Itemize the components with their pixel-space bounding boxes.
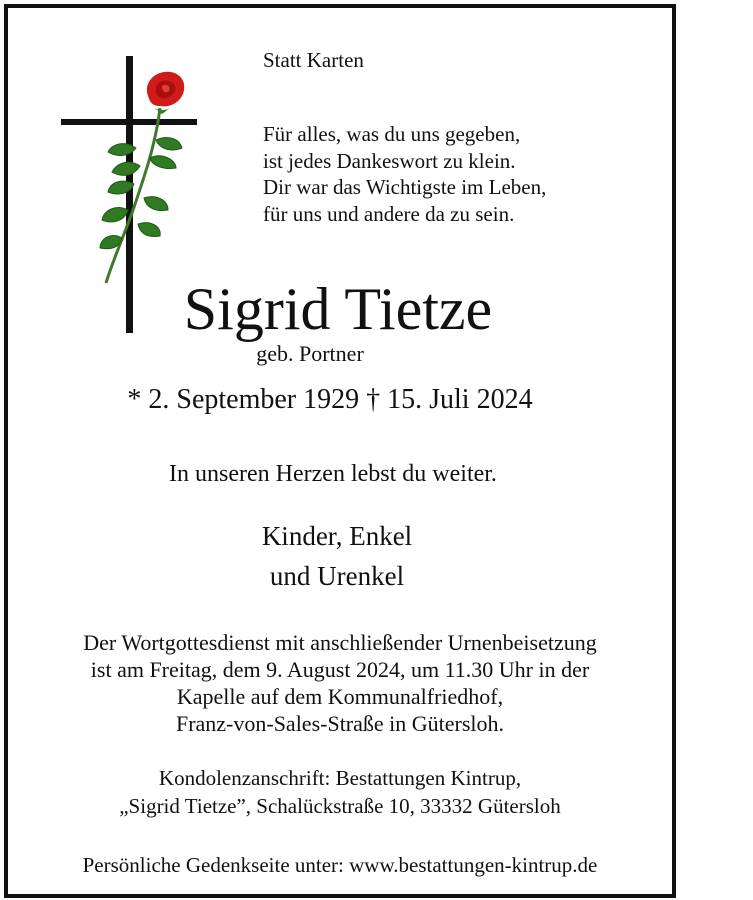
memorial-page-link: Persönliche Gedenkseite unter: www.bestattungen-kintrup.de: [82, 853, 598, 877]
poem-line: Für alles, was du uns gegeben,: [263, 122, 521, 146]
service-line: Kapelle auf dem Kommunalfriedhof,: [176, 684, 504, 709]
motto: In unseren Herzen lebst du weiter.: [169, 461, 497, 487]
mourners-line: und Urenkel: [269, 561, 405, 591]
deceased-name: Sigrid Tietze: [183, 276, 493, 342]
service-line: Franz-von-Sales-Straße in Gütersloh.: [175, 711, 505, 736]
condolence-line: „Sigrid Tietze”, Schalückstraße 10, 33332 Gütersloh: [119, 794, 561, 818]
service-line: Der Wortgottesdienst mit anschließender Urnenbeisetzung: [83, 630, 597, 655]
poem-line: Dir war das Wichtigste im Leben,: [263, 175, 547, 199]
obituary-frame: [4, 4, 676, 898]
condolence-address: [8, 764, 672, 820]
poem-line: für uns und andere da zu sein.: [263, 201, 515, 226]
service-line: ist am Freitag, dem 9. August 2024, um 11.30 Uhr in der: [90, 657, 590, 682]
birth-name: geb. Portner: [256, 341, 364, 366]
poem-line: ist jedes Dankeswort zu klein.: [263, 148, 516, 173]
mourners: [5, 516, 669, 596]
statt-karten-label: Statt Karten: [263, 48, 364, 72]
life-dates: * 2. September 1929 † 15. Juli 2024: [127, 384, 533, 415]
service-info: [8, 629, 672, 737]
condolence-line: Kondolenzanschrift: Bestattungen Kintrup,: [158, 766, 522, 790]
poem: [263, 121, 546, 227]
mourners-line: Kinder, Enkel: [261, 521, 413, 551]
